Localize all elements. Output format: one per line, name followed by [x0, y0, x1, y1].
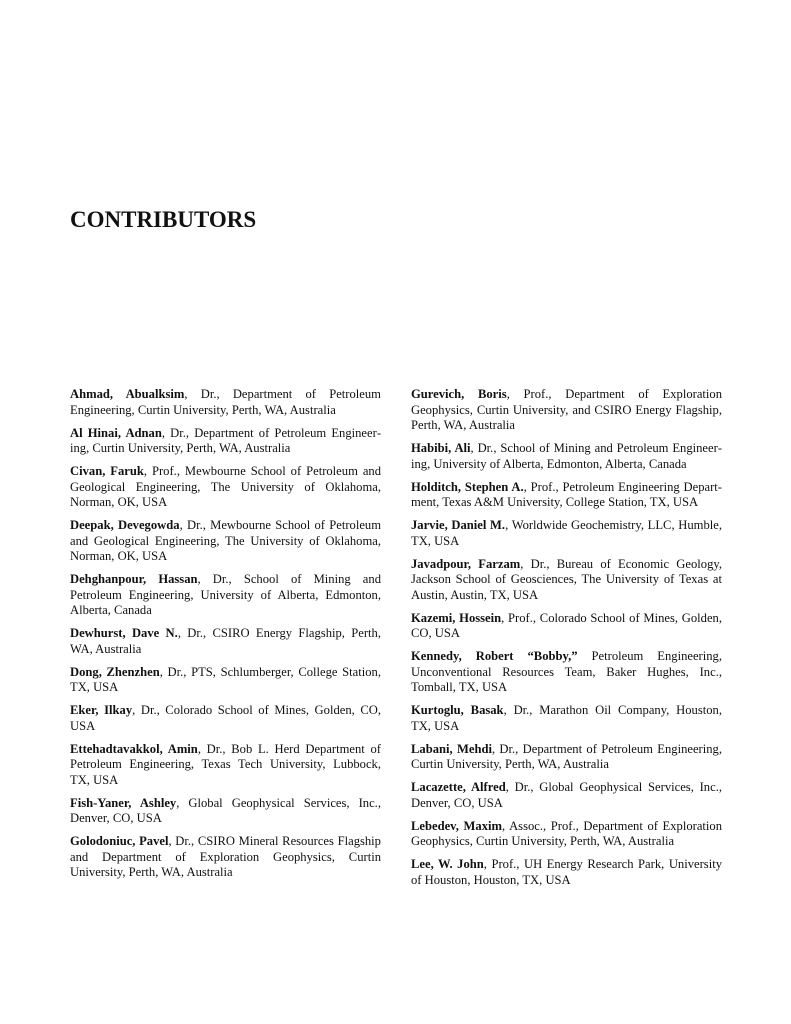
contributor-details: , Prof., Colorado School of Mines, Golden, CO, USA: [411, 610, 722, 640]
contributor-name: Lee, W. John: [411, 857, 484, 871]
contributor-details: , Dr., CSIRO Energy Flagship, Perth, WA, Australia: [70, 626, 381, 656]
contributor-entry: [411, 819, 722, 850]
contributor-entry: [70, 572, 381, 619]
contributor-name: Kurtoglu, Basak: [411, 703, 504, 717]
contributor-entry: [411, 857, 722, 888]
contributor-details: , Global Geophysical Services, Inc., Denver, CO, USA: [70, 795, 381, 825]
contributor-entry: [411, 649, 722, 696]
contributors-column-right: [411, 387, 722, 896]
contributor-name: Javadpour, Farzam: [411, 556, 521, 571]
contributor-name: Deepak, Devegowda: [70, 518, 180, 532]
contributor-details: , Dr., School of Mining and Petroleum Engineering, University of Alberta, Edmonton, Alberta, Canada: [411, 441, 723, 471]
contributor-name: Civan, Faruk: [70, 464, 144, 478]
contributor-entry: [411, 703, 722, 734]
contributor-details: , Dr., Colorado School of Mines, Golden, CO, USA: [70, 703, 381, 733]
contributor-name: Ahmad, Abualksim: [70, 387, 185, 401]
contributor-details: , Dr., Department of Petroleum Engineering, Curtin University, Perth, WA, Australia: [411, 741, 722, 771]
contributor-name: Al Hinai, Adnan: [70, 425, 162, 440]
contributor-entry: [70, 742, 381, 789]
contributor-name: Holditch, Stephen A.: [411, 479, 524, 494]
contributor-details: , Assoc., Prof., Department of Exploration Geophysics, Curtin University, Perth, WA, Australia: [411, 818, 723, 848]
contributor-entry: [411, 387, 722, 434]
contributor-name: Golodoniuc, Pavel: [70, 834, 169, 848]
contributor-entry: [411, 557, 722, 604]
contributor-name: Jarvie, Daniel M.: [411, 518, 506, 532]
contributor-name: Kazemi, Hossein: [411, 610, 502, 625]
contributor-details: , Prof., Department of Exploration Geophysics, Curtin University, and CSIRO Energy Flagship, Perth, WA, Australia: [411, 387, 723, 432]
contributor-name: Habibi, Ali: [411, 441, 471, 455]
contributor-entry: [70, 834, 381, 881]
contributor-name: Dong, Zhenzhen: [70, 664, 160, 679]
contributor-name: Lebedev, Maxim: [411, 818, 503, 833]
contributor-details: , Dr., Marathon Oil Company, Houston, TX, USA: [411, 703, 722, 733]
contributor-entry: [70, 426, 381, 457]
contributor-entry: [411, 611, 722, 642]
contributor-details: , Dr., Global Geophysical Services, Inc., Denver, CO, USA: [411, 780, 722, 810]
contributor-entry: [411, 518, 722, 549]
contributor-entry: [70, 626, 381, 657]
contributor-name: Ettehadtavakkol, Amin: [70, 741, 198, 756]
contributor-entry: [70, 665, 381, 696]
contributor-name: Labani, Mehdi: [411, 741, 492, 756]
contributor-name: Fish-Yaner, Ashley: [70, 795, 177, 810]
contributor-name: Kennedy, Robert “Bobby,”: [411, 649, 578, 663]
contributor-details: , Prof., Mewbourne School of Petroleum and Geological Engineering, The University of Oklahoma, Norman, OK, USA: [70, 464, 381, 509]
contributor-name: Lacazette, Alfred: [411, 780, 506, 794]
contributor-entry: [70, 464, 381, 511]
contributor-details: , Dr., PTS, Schlumberger, College Station, TX, USA: [70, 664, 381, 694]
contributor-name: Dewhurst, Dave N.: [70, 626, 178, 640]
contributor-details: Petroleum Engineering, Unconventional Resources Team, Baker Hughes, Inc., Tomball, TX, USA: [411, 649, 722, 694]
contributor-details: , Dr., Department of Petroleum Engineering, Curtin University, Perth, WA, Australia: [70, 387, 381, 417]
contributor-entry: [411, 441, 722, 472]
contributor-entry: [70, 387, 381, 418]
contributor-name: Dehghanpour, Hassan: [70, 572, 198, 586]
contributor-details: , Dr., Bureau of Economic Geology, Jackson School of Geosciences, The University of Texas at Austin, Austin, TX, USA: [411, 556, 723, 602]
contributor-name: Eker, Ilkay: [70, 703, 133, 717]
contributor-details: , Worldwide Geochemistry, LLC, Humble, TX, USA: [411, 518, 722, 548]
contributor-entry: [70, 518, 381, 565]
contributor-details: , Dr., Department of Petroleum Engineering, Curtin University, Perth, WA, Australia: [70, 425, 382, 455]
page-title: CONTRIBUTORS: [70, 207, 257, 232]
contributor-details: , Dr., School of Mining and Petroleum Engineering, University of Alberta, Edmonton, Alberta, Canada: [70, 572, 381, 617]
contributor-details: , Prof., UH Energy Research Park, University of Houston, Houston, TX, USA: [411, 857, 722, 887]
contributor-entry: [411, 742, 722, 773]
contributor-entry: [70, 796, 381, 827]
contributor-details: , Dr., Mewbourne School of Petroleum and Geological Engineering, The University of Oklahoma, Norman, OK, USA: [70, 518, 382, 563]
contributor-details: , Dr., CSIRO Mineral Resources Flagship and Department of Exploration Geophysics, Curtin University, Perth, WA, Australia: [70, 834, 381, 879]
contributor-entry: [411, 780, 722, 811]
contributor-details: , Dr., Bob L. Herd Department of Petroleum Engineering, Texas Tech University, Lubbock, TX, USA: [70, 741, 381, 787]
contributor-entry: [70, 703, 381, 734]
contributor-name: Gurevich, Boris: [411, 387, 507, 401]
contributor-details: , Prof., Petroleum Engineering Department, Texas A&M University, College Station, TX, USA: [411, 479, 722, 509]
contributor-entry: [411, 480, 722, 511]
contributors-column-left: [70, 387, 381, 888]
